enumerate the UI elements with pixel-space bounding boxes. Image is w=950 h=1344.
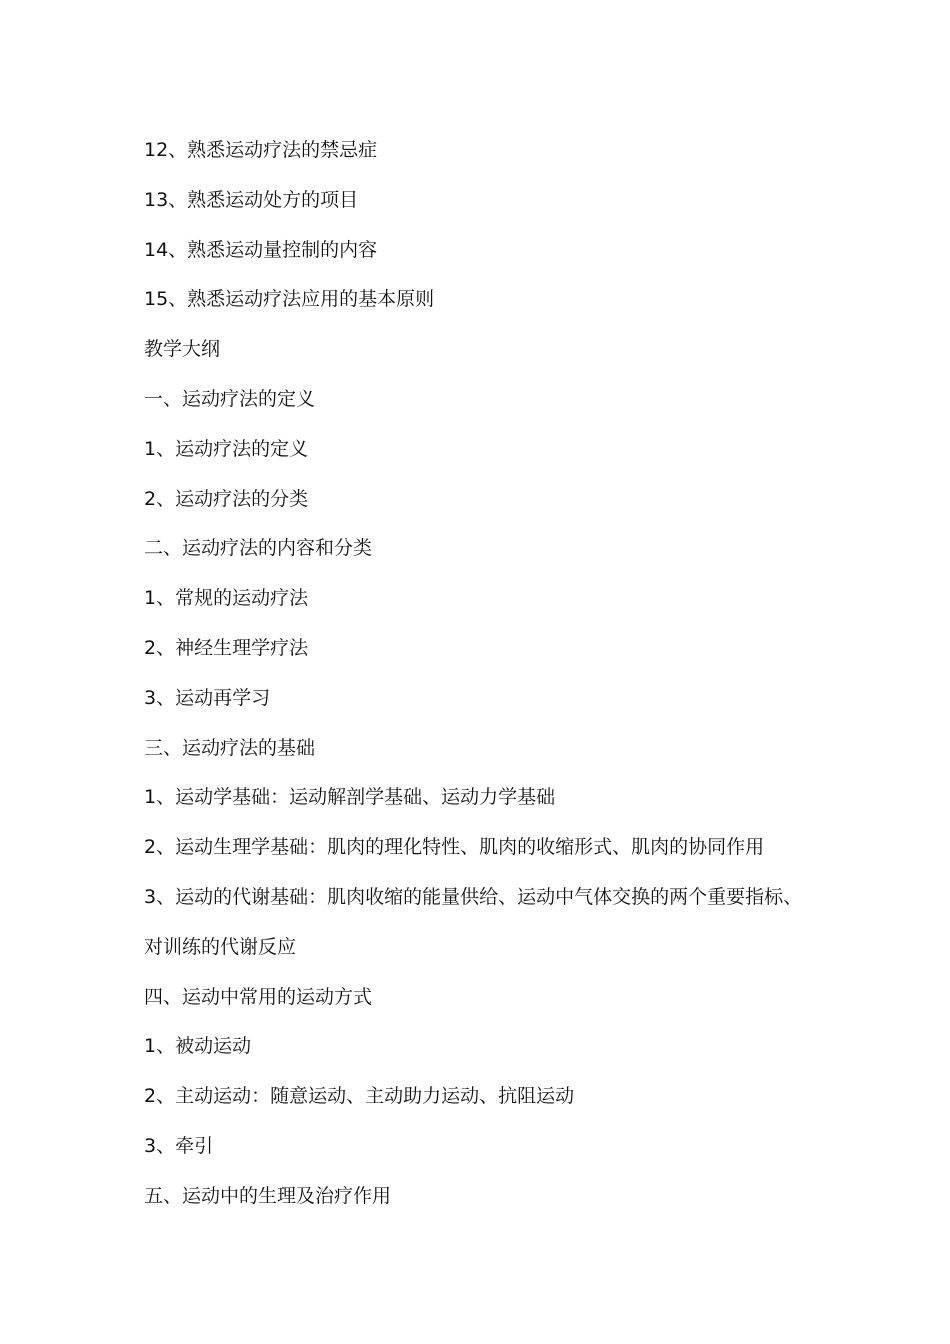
section-3-item-2: 2、运动生理学基础：肌肉的理化特性、肌肉的收缩形式、肌肉的协同作用 [144,836,765,859]
syllabus-heading: 教学大纲 [144,338,221,361]
section-3-item-3: 3、运动的代谢基础：肌肉收缩的能量供给、运动中气体交换的两个重要指标、 [144,885,803,908]
section-2-item-3: 3、运动再学习 [144,686,271,709]
objective-item-14: 14、熟悉运动量控制的内容 [144,238,378,261]
section-1-item-1: 1、运动疗法的定义 [144,437,309,460]
objective-item-13: 13、熟悉运动处方的项目 [144,188,359,211]
section-heading-5: 五、运动中的生理及治疗作用 [144,1184,392,1207]
section-heading-4: 四、运动中常用的运动方式 [144,985,373,1008]
section-3-item-3-continued: 对训练的代谢反应 [144,935,297,958]
section-4-item-1: 1、被动运动 [144,1035,252,1058]
section-3-item-1: 1、运动学基础：运动解剖学基础、运动力学基础 [144,786,556,809]
section-heading-2: 二、运动疗法的内容和分类 [144,537,373,560]
section-4-item-2: 2、主动运动：随意运动、主动助力运动、抗阻运动 [144,1085,575,1108]
document-body [144,130,824,1226]
section-2-item-1: 1、常规的运动疗法 [144,587,309,610]
objective-item-12: 12、熟悉运动疗法的禁忌症 [144,139,378,161]
section-heading-1: 一、运动疗法的定义 [144,387,316,410]
section-2-item-2: 2、神经生理学疗法 [144,636,309,659]
section-heading-3: 三、运动疗法的基础 [144,736,316,759]
section-4-item-3: 3、牵引 [144,1134,214,1157]
objective-item-15: 15、熟悉运动疗法应用的基本原则 [144,288,435,311]
section-1-item-2: 2、运动疗法的分类 [144,487,309,510]
